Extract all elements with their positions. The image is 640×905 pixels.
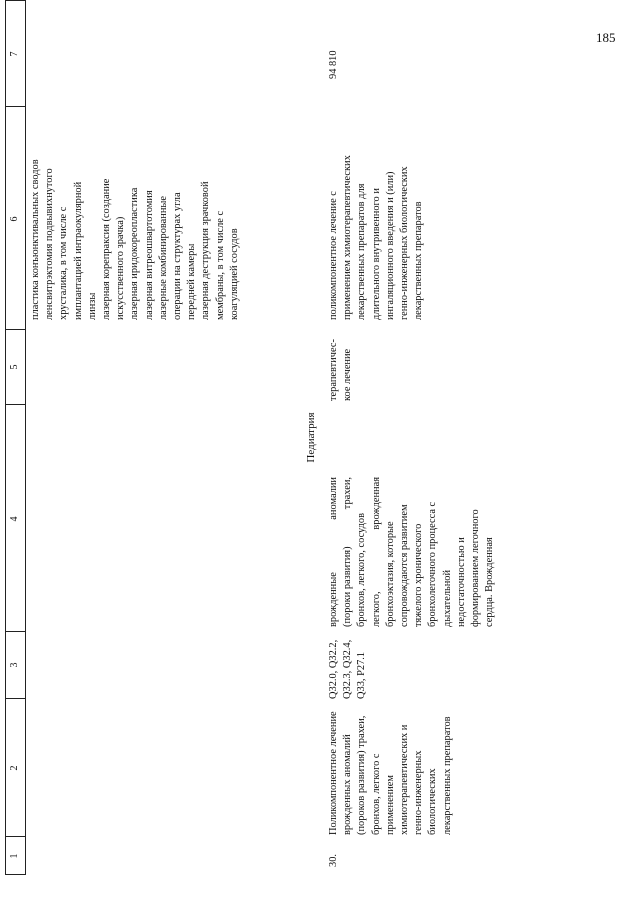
text-line: имплантацией интраокулярной: [72, 181, 84, 320]
text-line: врожденные: [328, 572, 339, 627]
text-line: химиотерапевтических и: [399, 724, 411, 835]
column-separator: [5, 0, 25, 1]
text-line: формированием легочного: [470, 509, 482, 627]
text-line: терапевтичес-: [328, 339, 339, 401]
column-header-4: 4: [9, 516, 20, 522]
text-line: лазерная корепраксия (создание: [101, 178, 113, 320]
row-number: 30.: [328, 854, 339, 867]
row-30-cost: 94 810: [328, 50, 339, 79]
row-30-patient-model: [327, 477, 497, 627]
text-line: бронхолегочного процесса с: [427, 501, 439, 627]
text-line: генно-инженерных биологических: [399, 166, 411, 320]
text-line: дыхательной: [441, 569, 453, 627]
column-header-5: 5: [9, 364, 20, 370]
upper-row-procedures: [29, 112, 242, 320]
text-line: операции на структурах угла: [172, 192, 184, 320]
header-bottom-rule: [25, 0, 26, 875]
text-line: недостаточностью и: [455, 537, 467, 627]
column-separator: [5, 404, 25, 405]
row-30-icd-codes: [327, 633, 370, 699]
text-line: бронхов, легкого, сосудов: [356, 513, 368, 627]
rotated-table: [5, 0, 625, 875]
text-line: лазерная деструкция зрачковой: [200, 181, 212, 320]
text-line: длительного внутривенного и: [370, 188, 382, 320]
row-30-treatment-method: [327, 112, 426, 320]
text-line: аномалии: [328, 477, 340, 520]
column-separator: [5, 329, 25, 330]
text-line: тяжелого хронического: [413, 523, 425, 627]
text-line: кое лечение: [342, 348, 354, 401]
page-number: 185: [596, 30, 616, 45]
text-line: лазерные комбинированные: [157, 195, 169, 320]
text-line: бронхоэктазия, которые: [384, 521, 396, 627]
text-line: бронхов, легкого с: [370, 753, 382, 835]
text-line: пластика конъюнктивальных сводов: [30, 159, 41, 320]
text-line: врожденных аномалий: [342, 734, 354, 835]
text-line: Q33, P27.1: [356, 651, 368, 699]
text-line: легкого,: [370, 591, 382, 627]
text-line: хрусталика, в том числе с: [58, 206, 70, 320]
column-header-1: 1: [9, 853, 20, 859]
column-separator: [5, 836, 25, 837]
text-line: мембраны, в том числе с: [214, 210, 226, 320]
column-header-2: 2: [9, 765, 20, 771]
text-line: линзы: [86, 292, 98, 320]
text-line: сердца. Врожденная: [484, 537, 496, 627]
text-line: биологических: [427, 768, 439, 835]
text-line: (пороков развития) трахеи,: [356, 715, 368, 835]
column-header-6: 6: [9, 216, 20, 222]
text-line: поликомпонентное лечение с: [328, 191, 339, 320]
text-line: передней камеры: [186, 243, 198, 320]
text-line: трахеи,: [342, 477, 354, 510]
text-line: ингаляционного введения и (или): [384, 171, 396, 320]
column-separator: [5, 631, 25, 632]
text-line: лекарственных препаратов: [413, 201, 425, 320]
text-line: (пороки развития): [342, 546, 354, 627]
column-separator: [5, 874, 25, 875]
text-line: сопровождаются развитием: [399, 504, 411, 627]
text-line: применением химиотерапевтических: [342, 155, 354, 320]
column-header-3: 3: [9, 662, 20, 668]
row-30-treatment-type: [327, 331, 355, 401]
column-separator: [5, 698, 25, 699]
text-line: Поликомпонентное лечение: [328, 711, 339, 835]
text-line: ленсвитрэктомия подвывихнутого: [44, 168, 56, 320]
header-top-rule: [5, 0, 6, 875]
text-line: коагуляцией сосудов: [228, 228, 240, 320]
column-separator: [5, 106, 25, 107]
text-line: лекарственных препаратов для: [356, 183, 368, 320]
text-line: лазерная иридокореопластика: [129, 187, 141, 320]
text-line: Q32.3, Q32.4,: [342, 639, 354, 699]
text-line: генно-инженерных: [413, 750, 425, 835]
text-line: применением: [384, 775, 396, 835]
text-line: искусственного зрачка): [115, 216, 127, 320]
text-line: врожденная: [370, 477, 382, 530]
text-line: лекарственных препаратов: [441, 716, 453, 835]
text-line: лазерная витреошвартотомия: [143, 190, 155, 320]
text-line: Q32.0, Q32.2,: [328, 639, 339, 699]
row-30-treatment-name: [327, 703, 455, 835]
column-header-7: 7: [9, 51, 20, 57]
section-title: Педиатрия: [305, 412, 317, 463]
